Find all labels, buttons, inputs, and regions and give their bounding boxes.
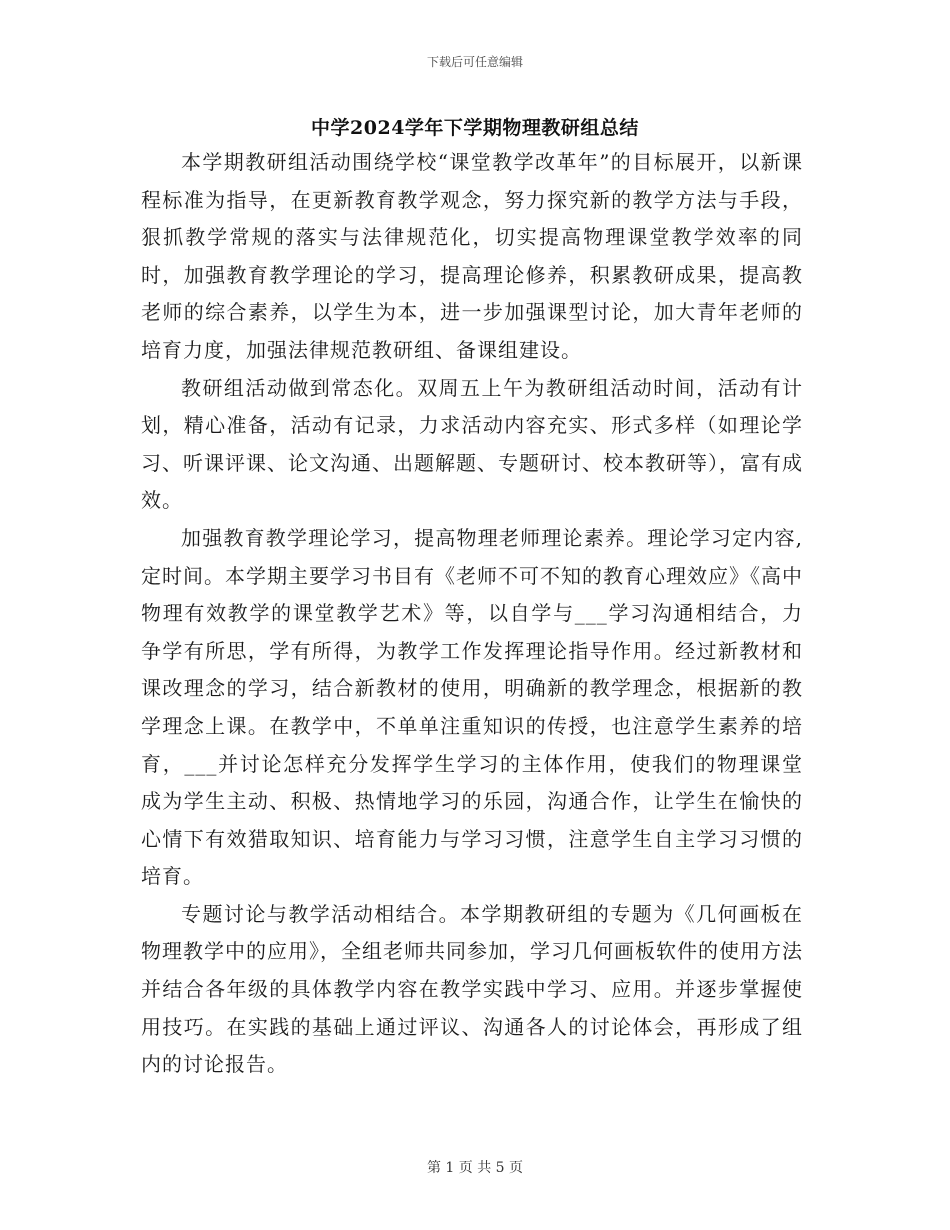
- header-note: 下载后可任意编辑: [426, 55, 523, 69]
- document-body: [141, 144, 803, 1084]
- paragraph: 专题讨论与教学活动相结合。本学期教研组的专题为《几何画板在物理教学中的应用》，全组老师共同参加，学习几何画板软件的使用方法并结合各年级的具体教学内容在教学实践中学习、应用。并逐步掌握使用技巧。在实践的基础上通过评议、沟通各人的讨论体会，再形成了组内的讨论报告。: [141, 901, 803, 1077]
- paragraph: 教研组活动做到常态化。双周五上午为教研组活动时间，活动有计划，精心准备，活动有记录，力求活动内容充实、形式多样（如理论学习、听课评课、论文沟通、出题解题、专题研讨、校本教研等），富有成效。: [141, 375, 803, 513]
- page-number: 第 1 页 共 5 页: [426, 1160, 524, 1176]
- document-title: 中学2024学年下学期物理教研组总结: [311, 117, 639, 139]
- paragraph: 加强教育教学理论学习，提高物理老师理论素养。理论学习定内容,定时间。本学期主要学习书目有《老师不可不知的教育心理效应》《高中物理有效教学的课堂教学艺术》等，以自学与___学习沟通相结合，力争学有所思，学有所得，为教学工作发挥理论指导作用。经过新教材和课改理念的学习，结合新教材的使用，明确新的教学理念，根据新的教学理念上课。在教学中，不单单注重知识的传授，也注意学生素养的培育，___并讨论怎样充分发挥学生学习的主体作用，使我们的物理课堂成为学生主动、积极、热情地学习的乐园，沟通合作，让学生在愉快的心情下有效猎取知识、培育能力与学习习惯，注意学生自主学习习惯的培育。: [141, 525, 803, 889]
- paragraph: 本学期教研组活动围绕学校“课堂教学改革年”的目标展开，以新课程标准为指导，在更新教育教学观念，努力探究新的教学方法与手段，狠抓教学常规的落实与法律规范化，切实提高物理课堂教学效率的同时，加强教育教学理论的学习，提高理论修养，积累教研成果，提高教老师的综合素养，以学生为本，进一步加强课型讨论，加大青年老师的培育力度，加强法律规范教研组、备课组建设。: [141, 150, 803, 362]
